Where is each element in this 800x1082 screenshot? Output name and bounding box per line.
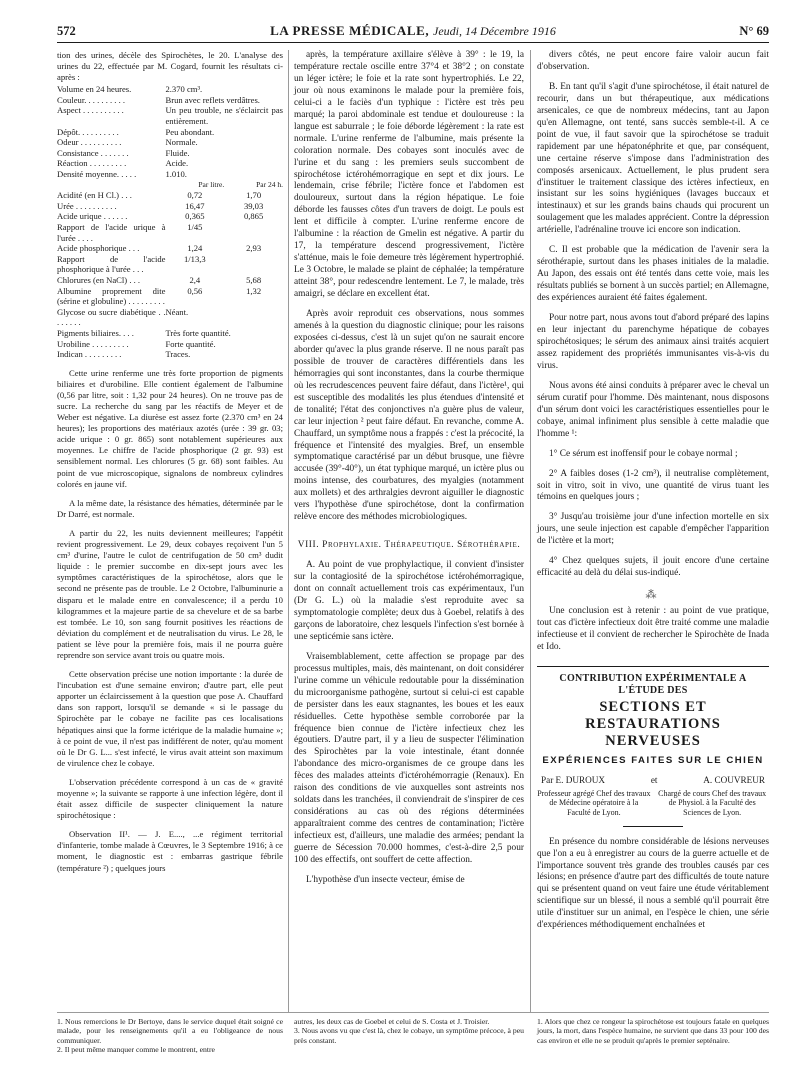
column-1 <box>57 50 283 874</box>
column-header: Par 24 h. <box>256 179 283 189</box>
paragraph: après, la température axillaire s'élève à 39° : le 19, la température rectale oscille entre 37°4 et 38°2 ; on constate un léger ictère; le foie et la rate sont hypertrophiés. Le 22, jour où nous examinons le malade pour la première fois, celui-ci a le faciès d'un typhique : l'ictère est très peu marqué; la paroi abdominale est tendue et douloureuse : la langue est saburrale ; le foie déborde légèrement : la rate est normale. L'urine renferme de l'albumine, mais présente la coloration normale. Des cobayes sont inoculés avec de l'urine et du sang : les premiers seuls succombent de spirochétose ictérohémorragique en sept et dix jours. Le lendemain, crise fébrile; l'ictère fonce et l'abdomen est douloureux, surtout dans la région hépatique. Le foie déborde les fausses côtes d'un travers de doigt. Le pouls est lent et difficile à compter. L'urine renferme encore de l'albumine : la réaction de Gmelin est négative. A partir du 17, la température descend progressivement, l'ictère s'atténue, mais le foie demeure très légèrement hypertrophié. Le 3 Octobre, le malade se plaint de céphalée; la température atteint 38°, pour redescendre lentement. Le 7, le malade, très amaigri, se déclare en excellent état. <box>294 50 524 300</box>
row-label: Couleur. . . . . . . . . . <box>57 94 126 105</box>
row-value: Normale. <box>165 137 198 148</box>
row-label: Densité moyenne. . . . . <box>57 169 137 180</box>
list-item: 3° Jusqu'au troisième jour d'une infection mortelle en six jours, une seule injection est capable d'empêcher l'apparition de l'ictère et la mort; <box>537 512 769 547</box>
table-row <box>57 286 283 307</box>
value-per-24h: 5,68 <box>246 274 262 285</box>
row-value: Acide. <box>165 158 189 169</box>
table-row <box>57 158 283 169</box>
row-label: Rapport de l'acide phosphorique à l'urée . . . <box>57 253 166 275</box>
table-row <box>57 243 283 254</box>
value-per-litre: 1/13,3 <box>183 253 206 264</box>
section-heading <box>294 540 524 552</box>
list-item: 1° Ce sérum est inoffensif pour le cobaye normal ; <box>549 448 738 459</box>
article-intro-paragraph: En présence du nombre considérable de lésions nerveuses que l'on a eu à enregistrer au cours de la guerre actuelle et de l'importance souvent très grande des troubles causés par ces lésions; en présence d'autre part des difficultés de toute nature qui se présentent quand on veut faire une étude véritablement scientifique sur un blessé, il nous a semblé qu'il pourrait être utile d'instituer sur un animal, en l'espèce le chien, une série d'expériences méthodiquement enchaînées et <box>537 836 769 931</box>
row-label: Réaction . . . . . . . . . <box>57 158 127 169</box>
footnote-text: autres, les deux cas de Goebel et celui de S. Costa et J. Troisier. 3. Nous avons vu que c'est là, chez le cobaye, un symptôme précoce, à peu près constant. <box>294 1017 524 1045</box>
paragraph: Vraisemblablement, cette affection se propage par des processus multiples, mais, dès maintenant, on doit considérer l'urine comme un véhicule redoutable pour la dissémination du microorganisme pathogène, surtout si celui-ci est capable de persister dans les eaux stagnantes, les boues et les eaux résiduelles. Cette hypothèse semble corroborée par la fréquence bien connue de l'ictère infectieux chez les égoutiers. D'autre part, il y a lieu de suspecter l'élimination des Spirochètes par la voie intestinale, étant donnée l'abondance des micro-organismes de ce groupe dans les fèces des malades atteints d'ictérohémorragie (Renaux). En raison des conditions de vie auxquelles sont astreints nos soldats dans les tranchées, il conviendrait de s'inspirer de ces considérations au cas où des régions déterminées apparaîtraient comme des centres de contamination; l'ictère infectieux est, d'ailleurs, une maladie des armées; pendant la guerre de Sécession 70.000 hommes, c'est-à-dire 2,5 pour 100 des effectifs, ont souffert de cette affection. <box>294 651 524 865</box>
row-value: Fluide. <box>165 147 190 158</box>
paragraph: Pour notre part, nous avons tout d'abord préparé des lapins en leur injectant du parenchyme hépatique de cobayes spirochétosiques; le sérum des animaux ainsi traités acquiert assez rapidement des propriétés immunisantes vis-à-vis du virus. <box>537 313 769 371</box>
section-title: Prophylaxie. Thérapeutique. Sérothérapie. <box>322 540 521 551</box>
table-row <box>57 105 283 126</box>
row-value: 2.370 cm³. <box>165 84 203 95</box>
column-header: Par litre. <box>198 179 225 189</box>
column-divider <box>288 50 289 1012</box>
table-row <box>57 307 283 328</box>
value-per-24h: 1,32 <box>246 285 262 296</box>
row-value: 1.010. <box>165 169 187 180</box>
footnote-text: 1. Alors que chez ce rongeur la spirochétose est toujours fatale en quelques jours, la mort, dans l'espèce humaine, ne survient que dans 33 pour 100 des cas environ et elle ne se produit qu'après le premier septénaire. <box>537 1017 769 1045</box>
article-header <box>537 666 769 827</box>
row-label: Glycose ou sucre diabétique . . . . . . . . <box>57 306 166 328</box>
row-value: Très forte quantité. <box>165 327 231 338</box>
paragraph: L'observation précédente correspond à un cas de « gravité moyenne »; la suivante se rapporte à une infection légère, dont il était assez difficile de suspecter cliniquement la nature spirochétosique : <box>57 776 283 821</box>
table-header-row <box>57 180 283 191</box>
article-subtitle: EXPÉRIENCES FAITES SUR LE CHIEN <box>542 754 764 766</box>
article-title: SECTIONS ET RESTAURATIONS NERVEUSES <box>585 698 721 749</box>
row-label: Acidité (en H Cl.) . . . <box>57 190 132 201</box>
running-header <box>57 22 769 43</box>
row-label: Albumine proprement dite (sérine et globuline) . . . . . . . . . <box>57 285 166 307</box>
column-divider <box>530 50 531 1012</box>
value-per-litre: 0,72 <box>187 190 203 201</box>
row-label: Dépôt. . . . . . . . . . <box>57 126 119 137</box>
table-row <box>57 148 283 159</box>
paragraph: A la même date, la résistance des hématies, déterminée par le Dr Darré, est normale. <box>57 497 283 519</box>
footnote-text: 1. Nous remercions le Dr Bertoye, dans le service duquel était soigné ce malade, pour les renseignements qu'il a eu l'obligeance de nous communiquer. 2. Il peut même manquer comme le montrent, entre <box>57 1017 283 1054</box>
value-per-litre: 16,47 <box>185 200 205 211</box>
list-item: 4° Chez quelques sujets, il jouit encore d'une certaine efficacité au delà du délai sus-indiqué. <box>537 556 769 579</box>
paragraph: Nous avons été ainsi conduits à préparer avec le cheval un sérum curatif pour l'homme. Dès maintenant, nous disposons d'un sérum dont voici les caractéristiques essentielles pour le cobaye, animal infiniment plus sensible à cette maladie que l'homme ¹: <box>537 380 769 439</box>
table-row <box>57 95 283 106</box>
author-1: Par E. DUROUX <box>541 774 606 785</box>
row-label: Urobiline . . . . . . . . . <box>57 338 129 349</box>
row-label: Indican . . . . . . . . . <box>57 349 122 360</box>
value-per-litre: 0,365 <box>185 211 205 222</box>
footnotes <box>57 1012 769 1073</box>
urine-analysis-table <box>57 84 283 359</box>
row-value: Néant. <box>165 306 189 317</box>
author-1-affiliation: Professeur agrégé Chef des travaux de Médecine opératoire à la Faculté de Lyon. <box>537 788 651 818</box>
article-kicker: CONTRIBUTION EXPÉRIMENTALE A L'ÉTUDE DES <box>559 672 747 696</box>
value-per-24h: 0,865 <box>243 211 264 222</box>
row-value: Peu abondant. <box>165 126 215 137</box>
table-row <box>57 127 283 138</box>
paragraph: Cette urine renferme une très forte proportion de pigments biliaires et d'urobiline. Elle contient également de l'albumine (0,56 par litre, soit : 1,32 pour 24 heures). On ne trouve pas de sucre. La recherche du sang par les réactifs de Meyer et de Weber est négative. La diurèse est assez forte (2.370 cm³ en 24 heures); les proportions des matériaux azotés (urée : 39 gr. 03; acide urique : 0 gr. 865) sont notablement supérieures aux moyennes. Le chiffre de l'acide phosphorique (2 gr. 93) est sensiblement normal. Les chlorures (5 gr. 68) sont faibles. Au point de vue microscopique, signalons de nombreux cylindres colorés en jaune vif. <box>57 367 283 489</box>
table-row <box>57 275 283 286</box>
row-label: Rapport de l'acide urique à l'urée . . . . <box>57 222 166 243</box>
value-per-24h <box>224 222 283 243</box>
table-row <box>57 190 283 201</box>
column-2 <box>294 50 524 887</box>
section-number: VIII. <box>297 540 320 551</box>
row-label: Aspect . . . . . . . . . . <box>57 105 124 116</box>
row-label: Acide phosphorique . . . <box>57 243 140 254</box>
table-row <box>57 211 283 222</box>
row-value: Traces. <box>165 349 191 360</box>
paragraph: divers côtés, ne peut encore faire valoir aucun fait d'observation. <box>537 50 769 72</box>
row-label: Chlorures (en NaCl) . . . <box>57 274 141 285</box>
row-label: Volume en 24 heures. <box>57 84 132 95</box>
paragraph: tion des urines, décèle des Spirochètes, le 20. L'analyse des urines du 22, effectuée par M. Cogard, fournit les résultats ci-après : <box>57 50 283 83</box>
issue-number: N° 69 <box>739 24 769 38</box>
author-2: A. COUVREUR <box>703 774 765 785</box>
table-row <box>57 84 283 95</box>
table-row <box>57 328 283 339</box>
row-label: Consistance . . . . . . . <box>57 147 129 158</box>
paragraph: A partir du 22, les nuits deviennent meilleures; l'appétit revient progressivement. Le 29, deux cobayes reçoivent l'un 5 cm³ d'urine, l'autre le culot de centrifugation de 50 cm³ dudit liquide : le premier succombe en dix-sept jours avec les symptômes caractéristiques de la spirochétose, alors que le second ne présente pas de trouble. Le 2 Octobre, l'albuminurie a disparu et le malade entre en convalescence; il a perdu 10 kilogrammes et la majeure partie de sa chevelure et de sa barbe est tombée. Le 10, son sang fournit positives les réactions de déviation du complément et de neutralisation du virus. Le 28, le patient se lève pour la première fois, mais il ne pourra guère reprendre son service avant trois ou quatre mois. <box>57 527 283 660</box>
row-label: Odeur . . . . . . . . . . <box>57 137 122 148</box>
page-number: 572 <box>57 24 76 38</box>
row-label: Pigments biliaires. . . . <box>57 327 134 338</box>
table-row <box>57 137 283 148</box>
value-per-24h <box>224 254 283 275</box>
list-item: 2° A faibles doses (1-2 cm³), il neutralise complètement, soit in vitro, soit in vivo, une quantité de virus tuant les témoins en quelques jours ; <box>537 468 769 503</box>
value-per-24h: 39,03 <box>243 200 264 211</box>
footnote-block <box>294 1017 524 1045</box>
paragraph: Observation II¹. — J. E...., ...e régiment territorial d'infanterie, tombe malade à Cœuvres, le 3 Septembre 1916; à ce moment, le diagnostic est : embarras gastrique fébrile (température ²) ; quelques jours <box>57 829 283 873</box>
byline <box>541 775 765 787</box>
paragraph: L'hypothèse d'un insecte vecteur, émise de <box>306 874 465 885</box>
author-affiliations <box>537 789 769 818</box>
value-per-24h: 2,93 <box>246 243 262 254</box>
author-2-affiliation: Chargé de cours Chef des travaux de Physiol. à la Faculté des Sciences de Lyon. <box>658 788 767 818</box>
row-value: Brun avec reflets verdâtres. <box>165 94 260 105</box>
row-value: Forte quantité. <box>165 338 216 349</box>
value-per-litre: 1/45 <box>187 222 203 232</box>
table-row <box>57 349 283 360</box>
value-per-litre: 0,56 <box>187 285 203 296</box>
row-value: Un peu trouble, ne s'éclaircit pas entièrement. <box>165 105 283 127</box>
journal-name: LA PRESSE MÉDICALE, <box>270 23 430 38</box>
paragraph: B. En tant qu'il s'agit d'une spirochétose, il était naturel de recourir, dans un but thérapeutique, aux médications arsenicales, ce que de nombreux médecins, tant au Japon qu'en Allemagne, ont tenté, sans succès semble-t-il. A ce point de vue, il faut savoir que la spirochétose se traduit rapidement par une hépatonéphrite et que, par conséquent, une certaine réserve s'impose dans l'administration des composés arsenicaux. Actuellement, le plus prudent sera d'instituer le traitement classique des ictères infectieux, en insistant sur les soins hygiéniques (lavages buccaux et intestinaux) et sur les grands bains chauds qui procurent un soulagement que les malades apprécient. Contre la dépression artérielle, l'adrénaline trouve ici encore son indication. <box>537 81 769 236</box>
value-per-litre: 2,4 <box>189 274 201 285</box>
row-label: Urée . . . . . . . . . . <box>57 200 117 211</box>
row-label: Acide urique . . . . . . <box>57 211 128 222</box>
value-per-litre: 1,24 <box>187 243 203 254</box>
table-row <box>57 339 283 350</box>
value-per-24h: 1,70 <box>246 190 262 201</box>
byline-conjunction: et <box>650 774 658 785</box>
paragraph: Après avoir reproduit ces observations, nous sommes amenés à la question du diagnostic clinique; pour les raisons exposées ci-dessus, c'est là un sujet qu'on ne saurait encore aborder qu'avec la plus grande réserve. Il ne nous paraît pas possible de trouver de caractères différentiels dans les hémorragies qui sont inconstantes, dans la courbe thermique où les recrudescences peuvent faire défaut, dans l'ictère¹, qui est susceptible des modalités les plus étendues d'intensité et de tonalité; l'état des conjonctives n'a guère plus de valeur, car leur injection ² peut faire défaut. En revanche, comme A. Chauffard, un symptôme nous a frappés : c'est la précocité, la fréquence et l'intensité des myalgies. Bref, un ensemble symptomatique caractérisé par un début brusque, une fièvre accusée (39°-40°), un état typhique marqué, un ictère plus ou moins intense, des courbatures, des myalgies (notamment aux mollets) et des arthralgies devront aiguiller le diagnostic vers l'hypothèse d'une spirochétose, dont la confirmation relève encore des méthodes microbiologiques. <box>294 309 524 523</box>
footnote-block <box>57 1017 283 1054</box>
column-3 <box>537 50 769 932</box>
paragraph: Cette observation précise une notion importante : la durée de l'incubation est d'une semaine environ; d'autre part, elle peut apporter un éclaircissement à la question que pose A. Chauffard dans son rapport, lorsqu'il se demande « si le passage du Spirochète par le cobaye ne facilite pas ces localisations hépatiques ainsi que la forme ictérique de la maladie humaine »; à ce point de vue, il n'est pas indifférent de noter, qu'au moment où le Dr G. L... s'est infecté, le virus avait atteint son maximum de virulence chez le cobaye. <box>57 669 283 768</box>
table-row <box>57 169 283 180</box>
paragraph: A. Au point de vue prophylactique, il convient d'insister sur la contagiosité de la spirochétose ictérohémorragique, dont on connaît actuellement trois cas expérimentaux, l'un (Dr G. L.) où la maladie s'est reproduite avec sa symptomatologie complète; deux dus à Goebel, relatifs à des garçons de laboratoire, chez lesquels l'infection s'est bornée à une septicémie sans ictère. <box>294 560 524 642</box>
issue-date: Jeudi, 14 Décembre 1916 <box>433 24 556 38</box>
table-row <box>57 254 283 275</box>
title-rule <box>623 826 683 827</box>
conclusion-paragraph: Une conclusion est à retenir : au point de vue pratique, tout cas d'ictère infectieux doit être traité comme une maladie infectieuse et il convient de rechercher le Spirochète de Inada et Ido. <box>537 606 769 652</box>
table-row <box>57 222 283 243</box>
footnote-block <box>537 1017 769 1045</box>
paragraph: C. Il est probable que la médication de l'avenir sera la sérothérapie, surtout dans les phases initiales de la maladie. Au Japon, des essais ont été tentés dans cette voie, mais les résultats publiés se bornent à un succès partiel; en Allemagne, des expériences auraient été faites également. <box>537 245 769 304</box>
section-ornament: ⁂ <box>645 589 661 602</box>
journal-title-line <box>57 23 769 39</box>
table-row <box>57 201 283 212</box>
